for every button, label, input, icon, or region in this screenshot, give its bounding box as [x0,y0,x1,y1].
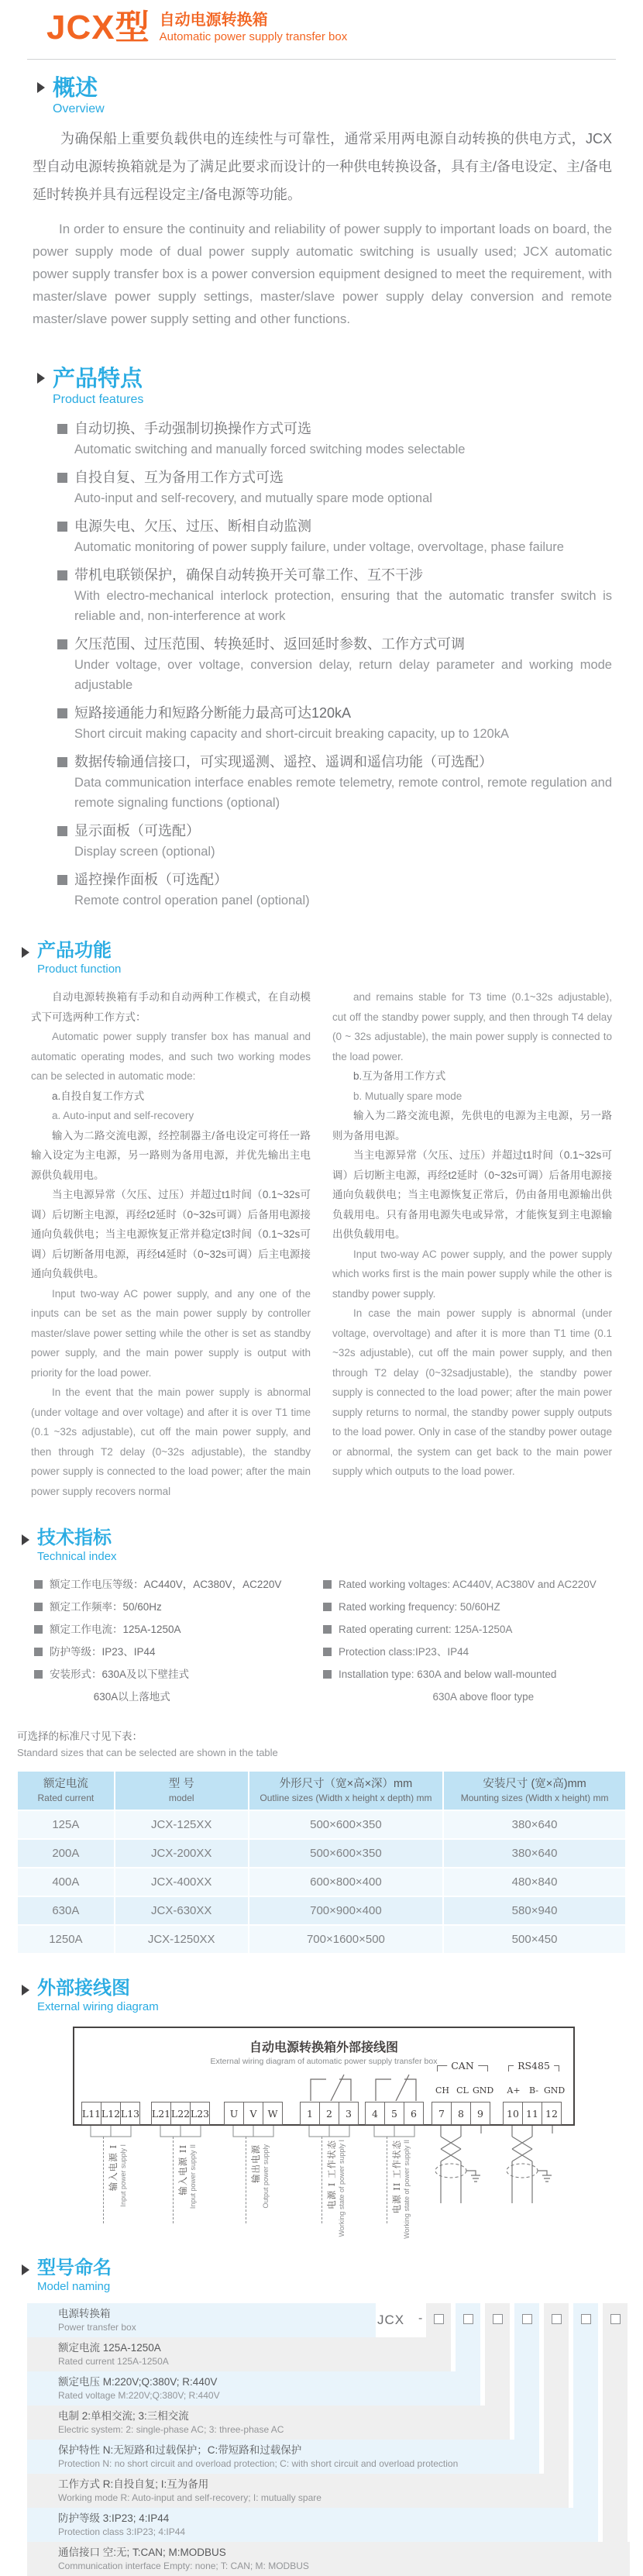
terminal: 2 [319,2102,339,2125]
twisted-pair-icon [502,2126,562,2219]
feature-en: Remote control operation panel (optional) [74,894,310,907]
naming-row-en: Protection N: no short circuit and overload protection; C: with short circuit and overload protection [58,2458,459,2469]
cell-model: JCX-200XX [115,1839,249,1868]
overview-paragraph-zh: 为确保船上重要负载供电的连续性与可靠性，通常采用两电源自动转换的供电方式，JCX型自动电源转换箱就是为了满足此要求而设计的一种供电转换设备，具有主/备电设定、主/备电延时转换并具有远程设定主/备电源等功能。 [33,131,612,202]
can-bus-label: CAN [447,2060,478,2071]
table-row [17,1810,626,1839]
header-zh: 安装尺寸 (宽×高)mm [483,1778,586,1790]
naming-row-zh: 额定电压 M:220V;Q:380V; R:440V [58,2376,218,2388]
feature-zh: 电源失电、欠压、过压、断相自动监测 [57,516,612,537]
feature-item [57,821,612,862]
feature-item [57,565,612,626]
naming-row-zh: 额定电流 125A-1250A [58,2342,161,2354]
overview-heading-zh: 概述 [53,76,98,101]
technical-item: Rated working frequency: 50/60HZ [323,1596,612,1618]
naming-row-en: Working mode R: Auto-input and self-recovery; I: mutually spare [58,2492,322,2503]
technical-item: 额定工作电压等级：AC440V，AC380V，AC220V [34,1573,323,1596]
sizes-table-header-row [17,1771,626,1810]
group-label-en: Output power supply [262,2144,270,2209]
naming-row-en: Protection class 3:IP23; 4:IP44 [58,2526,186,2537]
feature-item [57,752,612,813]
terminal-group-state-1 [301,2102,359,2125]
feature-zh: 自动切换、手动强制切换操作方式可选 [57,418,612,439]
cell-mounting-size: 380×640 [443,1810,626,1839]
cell-model: JCX-1250XX [115,1925,249,1954]
rs485-bus-bracket [508,2059,559,2071]
feature-zh: 自投自复、互为备用工作方式可选 [57,467,612,488]
function-heading [22,940,643,976]
function-paragraph: b. Mutually spare mode [353,1090,462,1102]
feature-zh: 显示面板（可选配） [57,821,612,842]
technical-item: 安装形式：630A及以下壁挂式 [34,1663,323,1686]
terminal: L11 [81,2102,101,2125]
model-prefix: JCX [377,2313,405,2327]
code-box-icon [552,2314,562,2324]
can-bus-bracket [437,2059,488,2071]
header-zh: 型 号 [168,1778,194,1790]
technical-item-sub: 630A above floor type [432,1691,535,1703]
product-title-zh: 自动电源转换箱 [159,12,268,29]
cell-rated-current: 200A [17,1839,115,1868]
technical-item: Rated operating current: 125A-1250A [323,1618,612,1641]
code-box-icon [434,2314,444,2324]
function-left-column [31,987,311,1501]
code-box-icon [493,2314,503,2324]
cell-rated-current: 1250A [17,1925,115,1954]
group-label-zh: 电源 I 工作状态 [326,2140,337,2209]
wiring-heading [22,1978,643,2014]
terminal: 7 [432,2102,452,2125]
features-list [57,418,612,911]
naming-row-zh: 电源转换箱 [58,2308,111,2319]
naming-row [27,2371,480,2406]
header-en: Rated current [37,1793,95,1803]
section-arrow-icon [37,82,45,93]
function-paragraph: Input two-way AC power supply, and any one of the inputs can be set as the main power supply by controller master/slave power setting while the other is set as standby power supply, and the main power supply is output with priority for the load power. [31,1287,311,1379]
column-header-rated-current [17,1771,115,1810]
page-header [0,0,643,51]
product-title-en: Automatic power supply transfer box [159,30,348,43]
section-arrow-icon [22,947,29,958]
naming-row [27,2542,630,2576]
cell-mounting-size: 500×450 [443,1925,626,1954]
overview-heading-en: Overview [53,102,105,115]
group-bracket-icon [81,2126,141,2146]
terminal-group-can [432,2102,490,2125]
cell-rated-current: 125A [17,1810,115,1839]
section-technical [0,1527,643,1708]
technical-heading-en: Technical index [37,1550,117,1563]
code-box-icon [610,2314,621,2324]
section-overview [0,75,643,330]
terminal: 10 [503,2102,523,2125]
cell-rated-current: 400A [17,1868,115,1896]
header-en: Mounting sizes (Width x height) mm [460,1793,609,1803]
technical-item: 额定工作电流：125A-1250A [34,1618,323,1641]
terminal: 4 [365,2102,385,2125]
naming-row [27,2474,569,2508]
feature-en: Automatic monitoring of power supply failure, under voltage, overvoltage, phase failure [74,540,564,554]
product-model: JCX型 [46,9,150,46]
features-heading-zh: 产品特点 [53,367,143,391]
changeover-switch-icon [301,2071,361,2101]
feature-en: Short circuit making capacity and short-circuit breaking capacity, up to 120kA [74,727,509,741]
code-box-icon [463,2314,473,2324]
technical-item: Rated working voltages: AC440V, AC380V and AC220V [323,1573,612,1596]
technical-item: Installation type: 630A and below wall-mounted [323,1663,612,1686]
function-right-column [332,987,612,1501]
terminal: L13 [120,2102,140,2125]
feature-item [57,634,612,695]
feature-en: Under voltage, over voltage, conversion delay, return delay parameter and working mode adjustable [74,658,612,692]
function-paragraph: In case the main power supply is abnormal (under voltage, overvoltage) and after it is more than T1 time (0.1 ~32s adjustable), cut off the main power supply, and then through T2 delay (0~32sadjustable), the standby power supply is connected to the load power; after the main power supply returns to normal, the standby power supply outputs to the load power. Only in case of the standby power outage or abnormal, the system can get back to the main power supply which outputs to the load power. [332,1307,612,1477]
function-paragraph: 自动电源转换箱有手动和自动两种工作模式，在自动模式下可选两种工作方式： [31,991,311,1023]
wiring-title-en: External wiring diagram of automatic power supply transfer box [210,2057,438,2066]
naming-row [27,2406,510,2440]
group-label-zh: 输入电源 I [108,2144,119,2192]
feature-item [57,703,612,744]
feature-zh: 短路接通能力和短路分断能力最高可达120kA [57,703,612,724]
cell-outline-size: 500×600×350 [249,1839,444,1868]
technical-right-column [323,1573,612,1708]
overview-heading [37,75,643,117]
pin-label: CL [456,2085,469,2096]
technical-item: 额定工作频率：50/60Hz [34,1596,323,1618]
naming-row [27,2337,451,2371]
feature-zh: 带机电联锁保护，确保自动转换开关可靠工作、互不干涉 [57,565,612,586]
naming-row [27,2508,598,2542]
header-zh: 额定电流 [43,1778,88,1790]
column-header-outline-sizes [249,1771,444,1810]
wiring-heading-zh: 外部接线图 [37,1978,130,1999]
section-function [0,940,643,1501]
cell-outline-size: 600×800×400 [249,1868,444,1896]
features-heading-en: Product features [53,393,144,406]
naming-row-zh: 工作方式 R:自投自复; I:互为备用 [58,2478,209,2490]
wiring-heading-en: External wiring diagram [37,2000,159,2013]
function-paragraph: b.互为备用工作方式 [353,1070,446,1082]
section-naming [0,2257,643,2576]
feature-en: With electro-mechanical interlock protection, ensuring that the automatic transfer switch is reliable and, non-interference at work [74,589,612,623]
feature-item [57,467,612,508]
feature-item [57,418,612,460]
sizes-note-en: Standard sizes that can be selected are shown in the table [17,1747,278,1758]
group-label-zh: 输入电源 II [177,2144,188,2195]
naming-row-en: Electric system: 2: single-phase AC; 3: three-phase AC [58,2424,284,2435]
feature-en: Data communication interface enables remote telemetry, remote control, remote regulation and remote signaling functions (optional) [74,776,612,810]
cell-mounting-size: 580×940 [443,1896,626,1925]
technical-item-sub: 630A以上落地式 [93,1691,170,1703]
technical-left-column [34,1573,323,1708]
pin-label: GND [544,2085,566,2096]
terminal: L12 [101,2102,121,2125]
group-label-en: Input power supply I [119,2144,127,2207]
naming-heading [22,2257,643,2294]
table-row [17,1925,626,1954]
features-heading [37,366,643,408]
naming-row-en: Power transfer box [58,2322,136,2333]
cell-rated-current: 630A [17,1896,115,1925]
code-strip [485,2303,510,2406]
model-dash: - [418,2312,423,2325]
cell-model: JCX-630XX [115,1896,249,1925]
twisted-pair-icon [431,2126,491,2219]
naming-heading-en: Model naming [37,2280,111,2293]
feature-zh: 遥控操作面板（可选配） [57,870,612,890]
function-paragraph: 当主电源异常（欠压、过压）并超过t1时间（0.1~32s可调）后切断主电源，再经t2延时（0~32s可调）后备用电源接通向负载供电；当主电源恢复正常并稳定t3时间（0.1~32s可调）后切断备用电源，再经t4延时（0~32s可调）后主电源接通向负载供电。 [31,1189,311,1279]
terminal-group-input-2 [152,2102,210,2125]
code-strip [544,2303,569,2474]
terminal: 9 [470,2102,490,2125]
cell-outline-size: 700×1600×500 [249,1925,444,1954]
function-paragraph: 输入为二路交流电源，经控制器主/备电设定可将任一路输入设定为主电源，另一路则为备用电源，并优先输出主电源供负载用电。 [31,1129,311,1181]
section-arrow-icon [22,2264,29,2275]
group-bracket-icon [150,2126,211,2146]
code-strip [426,2303,451,2337]
feature-item [57,870,612,911]
technical-item: Protection class:IP23、IP44 [323,1641,612,1663]
pin-label: A+ [507,2085,521,2096]
changeover-switch-icon [366,2071,426,2101]
function-paragraph: 输入为二路交流电源，先供电的电源为主电源，另一路则为备用电源。 [332,1110,612,1142]
cell-mounting-size: 480×840 [443,1868,626,1896]
group-label-en: Input power supply II [189,2144,197,2209]
section-arrow-icon [22,1534,29,1545]
terminal: 3 [339,2102,359,2125]
technical-item: 防护等级：IP23、IP44 [34,1641,323,1663]
function-paragraph: and remains stable for T3 time (0.1~32s adjustable), cut off the standby power supply, and then through T4 delay (0 ~ 32s adjustable), the main power supply is connected to the load power. [332,991,612,1062]
naming-row-zh: 电制 2:单相交流; 3:三相交流 [58,2410,189,2422]
header-zh: 外形尺寸（宽×高×深）mm [279,1778,413,1790]
naming-row [27,2303,376,2337]
terminal-group-state-2 [366,2102,424,2125]
terminal: 6 [404,2102,424,2125]
can-pin-labels [432,2085,493,2096]
technical-heading-zh: 技术指标 [37,1527,112,1548]
header-en: Outline sizes (Width x height x depth) mm [260,1793,432,1803]
code-strip [603,2303,628,2542]
section-features [0,366,643,911]
naming-heading-zh: 型号命名 [37,2257,112,2278]
pin-label: B- [528,2085,538,2096]
feature-en: Auto-input and self-recovery, and mutually spare mode optional [74,491,432,505]
group-label-en: Working state of power supply I [338,2140,346,2237]
function-paragraph: a. Auto-input and self-recovery [52,1110,194,1121]
cell-outline-size: 700×900×400 [249,1896,444,1925]
cell-model: JCX-400XX [115,1868,249,1896]
header-divider [27,59,616,60]
sizes-note-zh: 可选择的标准尺寸见下表： [17,1731,143,1742]
naming-row-en: Communication interface Empty: none; T: CAN; M: MODBUS [58,2561,309,2571]
table-row [17,1839,626,1868]
section-sizes [0,1728,643,1954]
feature-en: Display screen (optional) [74,845,215,859]
terminal-group-input-1 [82,2102,140,2125]
sizes-table [16,1770,627,1954]
function-paragraph: Input two-way AC power supply, and the power supply which works first is the main power supply while the other is standby power supply. [332,1248,612,1300]
terminal: 11 [522,2102,542,2125]
group-label-en: Working state of power supply II [403,2140,411,2239]
function-paragraph: a.自投自复工作方式 [52,1090,145,1102]
section-arrow-icon [22,1985,29,1996]
terminal-group-rs485 [504,2102,562,2125]
naming-row-zh: 通信接口 空:无; T:CAN; M:MODBUS [58,2547,226,2558]
cell-model: JCX-125XX [115,1810,249,1839]
pin-label: GND [473,2085,494,2096]
terminal: W [263,2102,283,2125]
code-strip [573,2303,598,2508]
terminal: U [224,2102,244,2125]
feature-en: Automatic switching and manually forced switching modes selectable [74,443,466,456]
table-row [17,1868,626,1896]
terminal: L23 [190,2102,210,2125]
column-header-model [115,1771,249,1810]
function-paragraph: In the event that the main power supply is abnormal (under voltage and over voltage) and after it is over T1 time (0.1 ~32s adjustable), cut off the main power supply, and then through T2 delay (0~32s adjustable), the standby power supply is connected to the load power; after the main power supply recovers normal [31,1386,311,1497]
feature-item [57,516,612,557]
technical-heading [22,1527,643,1564]
group-label-zh: 电源 II 工作状态 [391,2140,402,2214]
naming-row-en: Rated current 125A-1250A [58,2356,169,2367]
cell-outline-size: 500×600×350 [249,1810,444,1839]
header-en: model [168,1793,194,1803]
section-wiring [0,1978,643,2244]
wiring-title-zh: 自动电源转换箱外部接线图 [249,2040,398,2054]
terminal: L21 [151,2102,171,2125]
section-arrow-icon [37,373,45,384]
function-heading-zh: 产品功能 [37,940,112,961]
pin-label: CH [435,2085,449,2096]
feature-zh: 欠压范围、过压范围、转换延时、返回延时参数、工作方式可调 [57,634,612,655]
code-box-icon [581,2314,591,2324]
table-row [17,1896,626,1925]
rs485-pin-labels [504,2085,564,2096]
overview-paragraph-en: In order to ensure the continuity and reliability of power supply to important loads on board, the power supply mode of dual power supply automatic switching is usually used; JCX automatic power supply transfer box is a power conversion equipment designed to meet the requirement, with master/slave power supply settings, master/slave power supply delay conversion and remote master/slave power supply setting and other functions. [33,222,612,326]
terminal: 5 [384,2102,404,2125]
terminal-group-output [225,2102,283,2125]
group-label-zh: 输出电源 [250,2144,261,2183]
leader-line [103,2137,104,2223]
naming-row-en: Rated voltage M:220V;Q:380V; R:440V [58,2390,220,2401]
terminal: 12 [542,2102,562,2125]
naming-row [27,2440,539,2474]
model-naming-ladder [27,2303,630,2576]
wiring-diagram-box [73,2027,575,2126]
terminal: V [243,2102,263,2125]
naming-row-zh: 保护特性 N:无短路和过载保护；C:带短路和过载保护 [58,2444,302,2456]
wiring-annotations [73,2126,575,2244]
function-heading-en: Product function [37,963,122,976]
code-strip [456,2303,480,2371]
rs485-bus-label: RS485 [514,2060,554,2071]
feature-zh: 数据传输通信接口，可实现遥测、遥控、遥调和遥信功能（可选配） [57,752,612,773]
terminal: 1 [300,2102,320,2125]
code-strip [514,2303,539,2440]
group-bracket-icon [223,2126,284,2146]
leader-line [173,2137,174,2223]
function-paragraph: Automatic power supply transfer box has manual and automatic operating modes, and such two working modes can be selected in automatic mode: [31,1031,311,1082]
function-paragraph: 当主电源异常（欠压、过压）并超过t1时间（0.1~32s可调）后切断主电源，再经t2延时（0~32s可调）后备用电源接通向负载供电；当主电源恢复正常后，仍由备用电源输出供负载用电。只有备用电源失电或异常，才能恢复到主电源输出供负载用电。 [332,1149,612,1240]
terminal: L22 [170,2102,191,2125]
terminal: 8 [451,2102,471,2125]
cell-mounting-size: 380×640 [443,1839,626,1868]
code-box-icon [522,2314,532,2324]
column-header-mounting-sizes [443,1771,626,1810]
naming-row-zh: 防护等级 3:IP23; 4:IP44 [58,2512,170,2524]
